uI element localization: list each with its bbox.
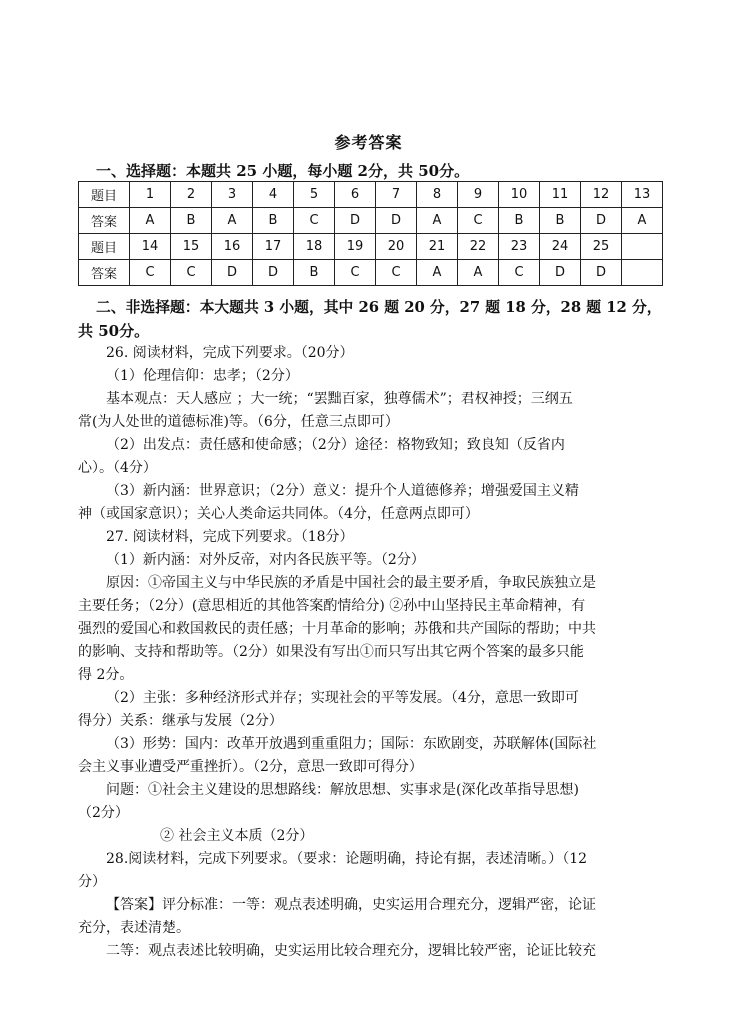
table-cell: B <box>253 208 294 234</box>
section-2-heading-cont: 共 50分。 <box>78 322 150 340</box>
table-cell: C <box>458 208 499 234</box>
table-cell: D <box>376 208 417 234</box>
answer-line: 心）。（4分） <box>78 460 157 476</box>
table-cell: D <box>212 260 253 286</box>
page-title: 参考答案 <box>334 133 403 152</box>
table-cell: 10 <box>499 182 540 208</box>
answer-line: 原因：①帝国主义与中华民族的矛盾是中国社会的最主要矛盾，争取民族独立是 <box>106 575 596 591</box>
table-cell: 12 <box>581 182 622 208</box>
table-cell: C <box>130 260 171 286</box>
table-cell: 11 <box>540 182 581 208</box>
table-cell: 23 <box>499 234 540 260</box>
answer-line: （2）主张：多种经济形式并存；实现社会的平等发展。（4分，意思一致即可 <box>106 690 579 706</box>
table-cell: D <box>581 260 622 286</box>
answer-line: 神（或国家意识）；关心人类命运共同体。（4分，任意两点即可） <box>78 506 479 522</box>
answer-line: 强烈的爱国心和救国救民的责任感；十月革命的影响；苏俄和共产国际的帮助；中共 <box>78 621 596 637</box>
table-cell: C <box>294 208 335 234</box>
table-cell: A <box>417 260 458 286</box>
table-cell: 17 <box>253 234 294 260</box>
answer-line: 分） <box>78 874 106 890</box>
answer-line: 常(为人处世的道德标准)等。（6分，任意三点即可） <box>78 414 399 430</box>
answer-line: （2分） <box>78 805 129 821</box>
table-cell: C <box>171 260 212 286</box>
table-cell: 25 <box>581 234 622 260</box>
answer-line: 会主义事业遭受严重挫折）。（2分，意思一致即可得分） <box>78 759 423 775</box>
table-cell: 21 <box>417 234 458 260</box>
answer-table <box>78 181 663 286</box>
table-cell: 6 <box>335 182 376 208</box>
answer-line: （2）出发点：责任感和使命感；（2分）途径：格物致知；致良知（反省内 <box>106 437 565 453</box>
table-cell: 15 <box>171 234 212 260</box>
section-1-heading: 一、选择题：本题共 25 小题，每小题 2分，共 50分。 <box>96 162 470 180</box>
table-row <box>79 182 663 208</box>
answer-line: 的影响、支持和帮助等。（2分）如果没有写出①而只写出其它两个答案的最多只能 <box>78 644 584 660</box>
table-cell: B <box>540 208 581 234</box>
table-cell <box>622 260 663 286</box>
table-cell: B <box>171 208 212 234</box>
row-header: 答案 <box>79 260 130 286</box>
table-cell: C <box>376 260 417 286</box>
table-cell: D <box>581 208 622 234</box>
table-cell: D <box>253 260 294 286</box>
table-cell: C <box>335 260 376 286</box>
table-cell <box>622 234 663 260</box>
table-row <box>79 260 663 286</box>
table-cell: 8 <box>417 182 458 208</box>
table-cell: A <box>458 260 499 286</box>
table-cell: 24 <box>540 234 581 260</box>
table-cell: C <box>499 260 540 286</box>
table-cell: 9 <box>458 182 499 208</box>
answer-line: 得 2分。 <box>78 667 134 683</box>
table-cell: 19 <box>335 234 376 260</box>
table-cell: 20 <box>376 234 417 260</box>
table-cell: 5 <box>294 182 335 208</box>
section-2-heading: 二、非选择题：本大题共 3 小题，其中 26 题 20 分，27 题 18 分，28 题 12 分， <box>96 299 662 316</box>
answer-line: 问题：①社会主义建设的思想路线：解放思想、实事求是(深化改革指导思想) <box>106 782 579 798</box>
table-row <box>79 234 663 260</box>
answer-line: ② 社会主义本质（2分） <box>160 828 314 844</box>
table-cell: D <box>540 260 581 286</box>
table-cell: 7 <box>376 182 417 208</box>
table-cell: A <box>212 208 253 234</box>
answer-line: （3）新内涵：世界意识；（2分）意义：提升个人道德修养；增强爱国主义精 <box>106 483 579 499</box>
table-row <box>79 208 663 234</box>
table-cell: 14 <box>130 234 171 260</box>
question-28-heading: 28.阅读材料，完成下列要求。（要求：论题明确，持论有据，表述清晰。）（12 <box>106 851 588 867</box>
table-cell: 13 <box>622 182 663 208</box>
row-header: 答案 <box>79 208 130 234</box>
table-cell: 18 <box>294 234 335 260</box>
row-header: 题目 <box>79 182 130 208</box>
answer-line: 【答案】评分标准：一等：观点表述明确，史实运用合理充分，逻辑严密，论证 <box>106 897 596 913</box>
row-header: 题目 <box>79 234 130 260</box>
answer-line: 主要任务；（2分）(意思相近的其他答案酌情给分) ②孙中山坚持民主革命精神，有 <box>78 598 586 614</box>
answer-line: 二等：观点表述比较明确，史实运用比较合理充分，逻辑比较严密，论证比较充 <box>106 943 596 959</box>
table-cell: 16 <box>212 234 253 260</box>
table-cell: B <box>294 260 335 286</box>
answer-line: 得分）关系：继承与发展（2分） <box>78 713 283 729</box>
table-cell: A <box>417 208 458 234</box>
table-cell: 3 <box>212 182 253 208</box>
table-cell: D <box>335 208 376 234</box>
table-cell: B <box>499 208 540 234</box>
answer-line: （3）形势：国内：改革开放遇到重重阻力；国际：东欧剧变，苏联解体(国际社 <box>106 736 597 752</box>
table-cell: A <box>622 208 663 234</box>
table-cell: 1 <box>130 182 171 208</box>
question-26-heading: 26. 阅读材料，完成下列要求。（20分） <box>106 345 354 361</box>
table-cell: A <box>130 208 171 234</box>
answer-line: 充分，表述清楚。 <box>78 920 190 936</box>
answer-line: 基本观点：天人感应 ；大一统；“罢黜百家，独尊儒术”；君权神授；三纲五 <box>106 391 573 407</box>
question-27-heading: 27. 阅读材料，完成下列要求。（18分） <box>106 529 354 545</box>
table-cell: 22 <box>458 234 499 260</box>
table-cell: 4 <box>253 182 294 208</box>
table-cell: 2 <box>171 182 212 208</box>
answer-line: （1）伦理信仰：忠孝；（2分） <box>106 368 299 384</box>
answer-line: （1）新内涵：对外反帝，对内各民族平等。（2分） <box>106 552 425 568</box>
